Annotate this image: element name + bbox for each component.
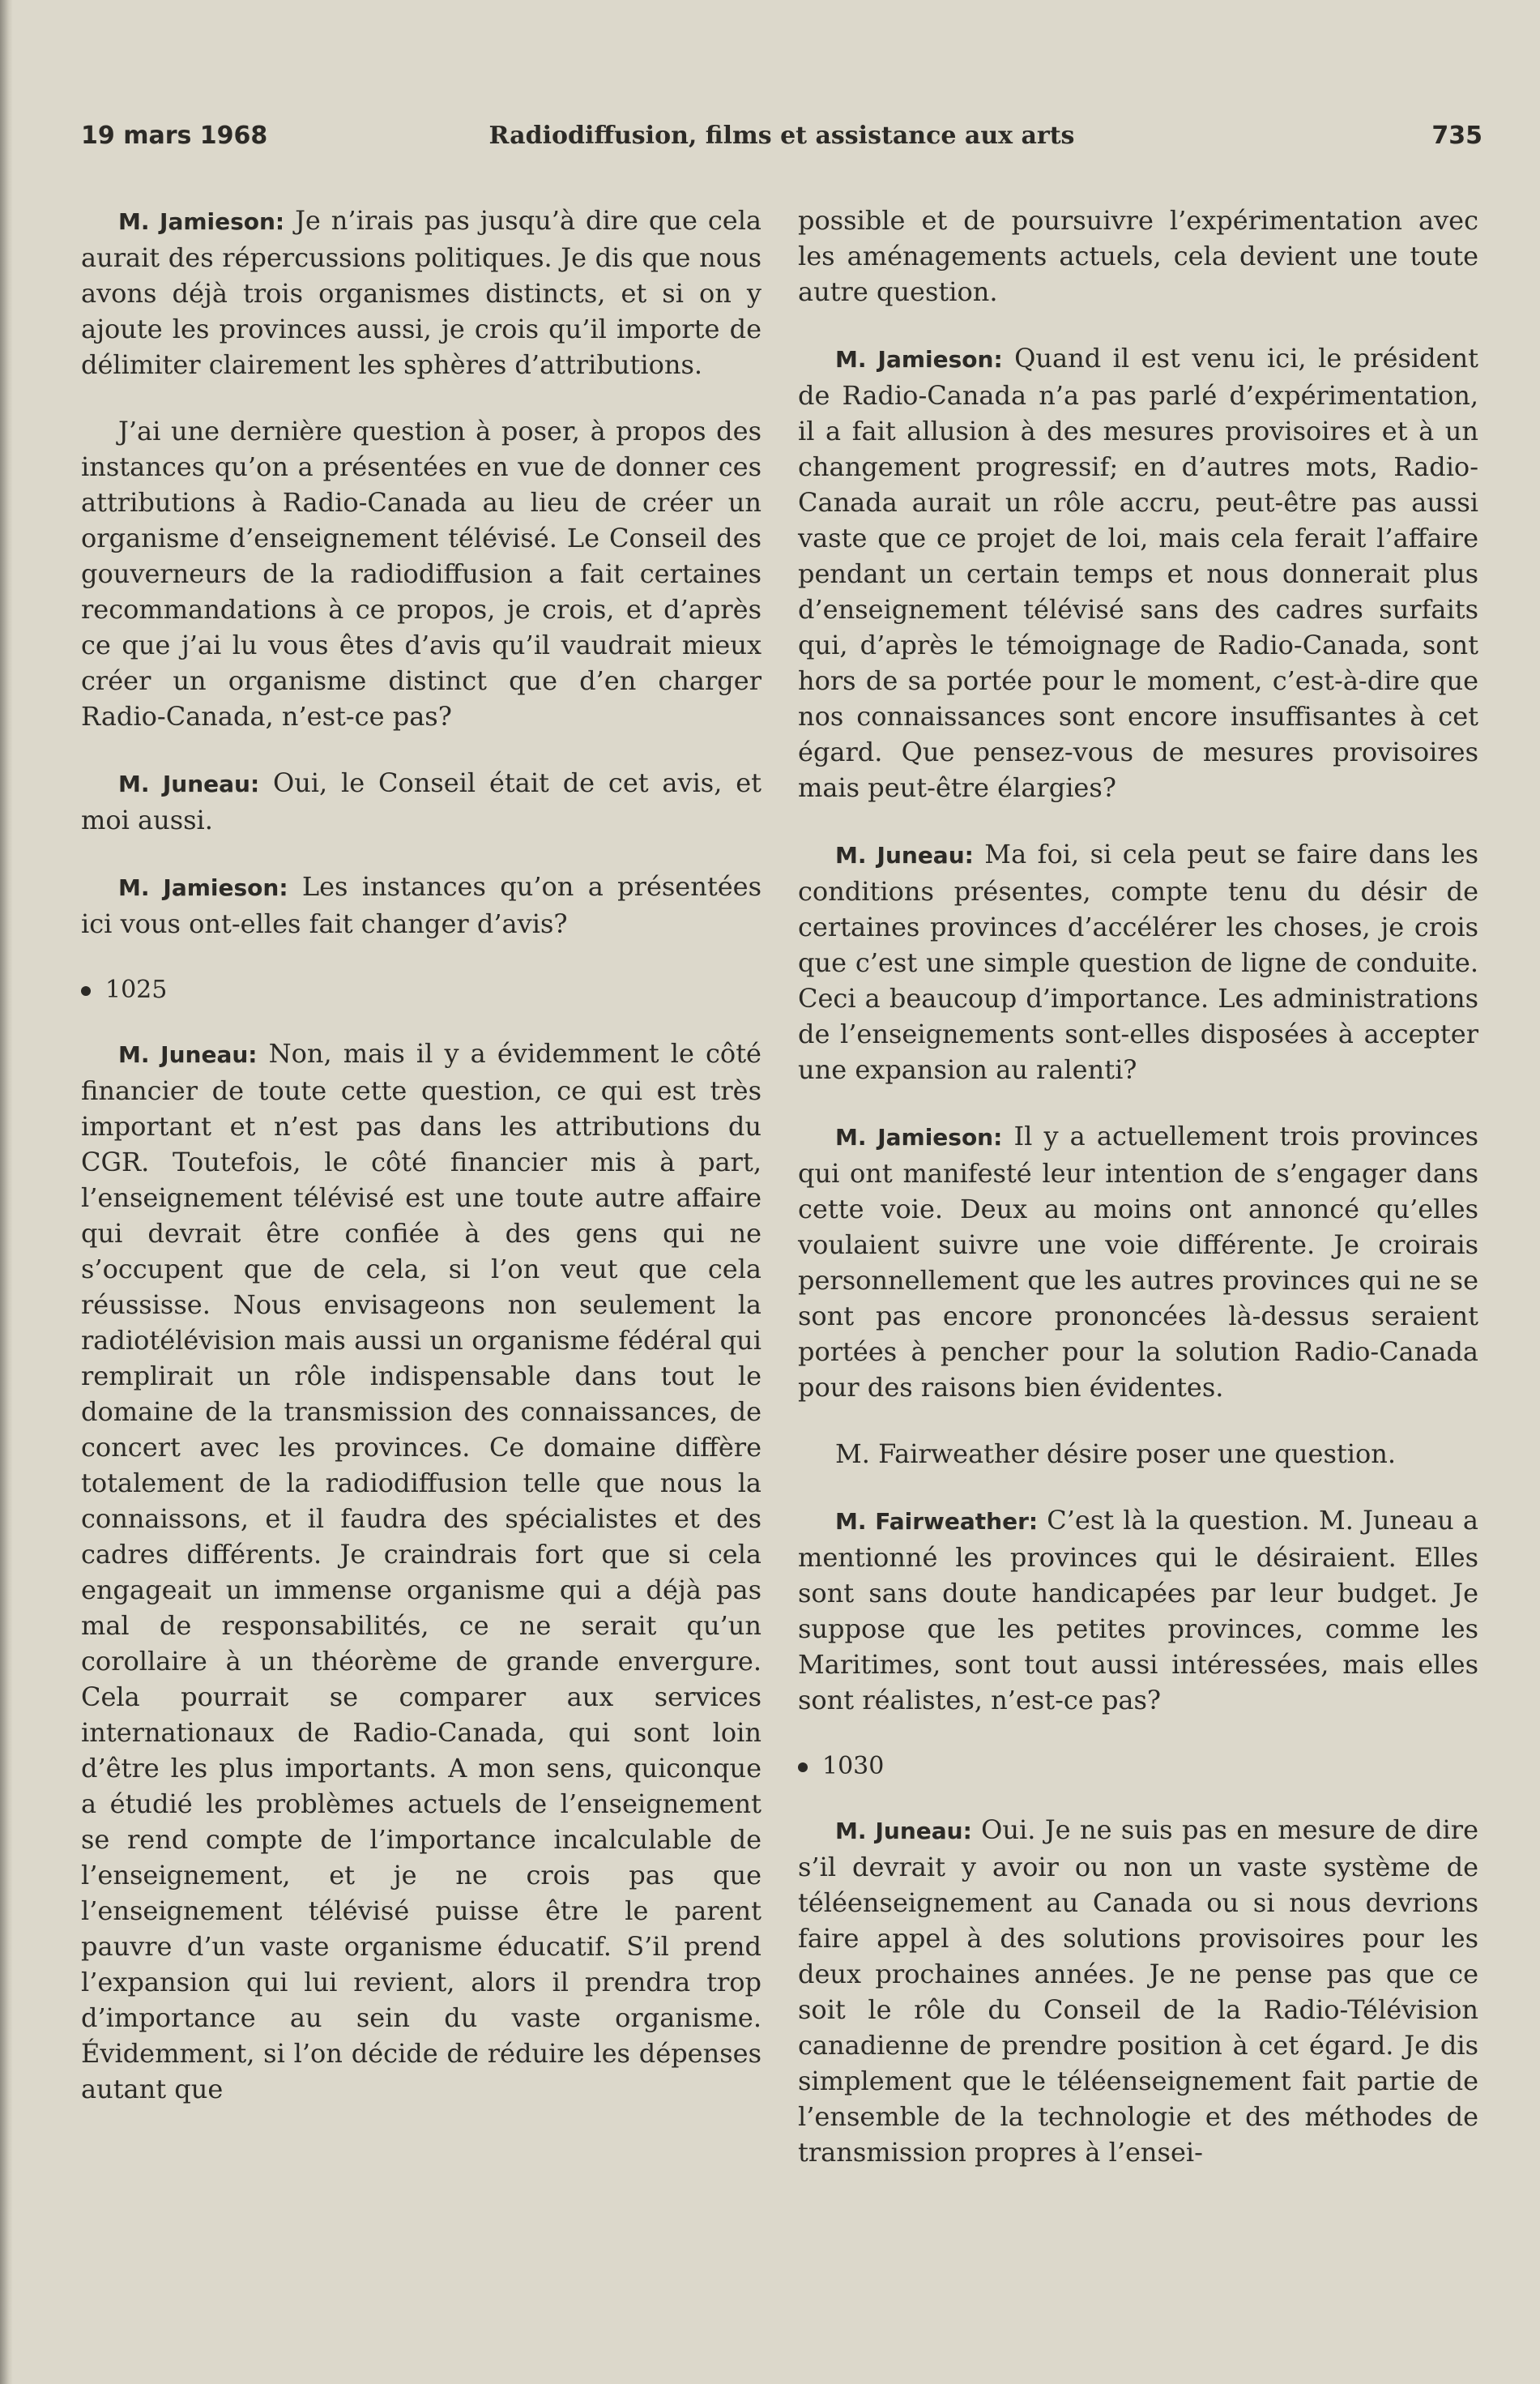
paragraph [798,1436,1478,1472]
paragraph-text: possible et de poursuivre l’expérimentation avec les aménagements actuels, cela devient une toute autre question. [798,205,1478,307]
paragraph [81,765,761,838]
paragraph-text: Je n’irais pas jusqu’à dire que cela aurait des répercussions politiques. Je dis que nous avons déjà trois organismes distincts, et si on y ajoute les provinces aussi, je crois qu’il importe de délimiter clairement les sphères d’attributions. [81,205,762,380]
paragraph [798,203,1478,310]
paragraph-text: Il y a actuellement trois provinces qui ont manifesté leur intention de s’engager dans cette voie. Deux au moins ont annoncé qu’elles voulaient suivre une voie différente. Je croirais personnellement que les autres provinces qui ne se sont pas encore prononcées là-dessus seraient portées à pencher pour la solution Radio-Canada pour des raisons bien évidentes. [798,1121,1479,1403]
paragraph [798,836,1478,1087]
paragraph [798,1502,1478,1718]
header-title: Radiodiffusion, films et assistance aux arts [488,122,1075,150]
speaker-name: M. Juneau: [835,842,974,869]
paragraph-text: Ma foi, si cela peut se faire dans les conditions présentes, compte tenu du désir de certaines provinces d’accélérer les choses, je crois que c’est une simple question de ligne de conduite. Ceci a beaucoup d’importance. Les administrations de l’enseignements sont-elles disposées à accepter une expansion au ralenti? [798,839,1478,1085]
time-marker [798,1749,1478,1784]
paragraph [798,1812,1478,2170]
paragraph [798,340,1478,805]
page-header [81,122,1482,170]
speaker-name: M. Juneau: [835,1818,972,1844]
header-date: 19 mars 1968 [81,122,268,150]
speaker-name: M. Juneau: [118,771,260,797]
paragraph-text: Oui. Je ne suis pas en mesure de dire s’il devrait y avoir ou non un vaste système de téléenseignement au Canada ou si nous devrions faire appel à des solutions provisoires pour les deux prochaines années. Je ne pense pas que ce soit le rôle du Conseil de la Radio-Télévision canadienne de prendre position à cet égard. Je dis simplement que le téléenseignement fait partie de l’ensemble de la technologie et des méthodes de transmission propres à l’ensei- [798,1814,1478,2168]
paragraph-text: M. Fairweather désire poser une question. [835,1438,1397,1469]
paragraph [81,413,761,734]
right-column [798,203,1478,2201]
paragraph [81,1036,761,2107]
paragraph-text: J’ai une dernière question à poser, à propos des instances qu’on a présentées en vue de donner ces attributions à Radio-Canada au lieu de créer un organisme d’enseignement télévisé. Le Conseil des gouverneurs de la radiodiffusion a fait certaines recommandations à ce propos, je crois, et d’après ce que j’ai lu vous êtes d’avis qu’il vaudrait mieux créer un organisme distinct que d’en charger Radio-Canada, n’est-ce pas? [81,416,761,732]
paragraph-text: Non, mais il y a évidemment le côté financier de toute cette question, ce qui est très important et n’est pas dans les attributions du CGR. Toutefois, le côté financier mis à part, l’enseignement télévisé est une toute autre affaire qui devrait être confiée à des gens qui ne s’occupent que de cela, si l’on veut que cela réussisse. Nous envisageons non seulement la radiotélévision mais aussi un organisme fédéral qui remplirait un rôle indispensable dans tout le domaine de la transmission des connaissances, de concert avec les provinces. Ce domaine diffère totalement de la radiodiffusion telle que nous la connaissons, et il faudra des spécialistes et des cadres différents. Je craindrais fort que si cela engageait un immense organisme qui a déjà pas mal de responsabilités, ce ne serait qu’un corollaire à un théorème de grande envergure. Cela pourrait se comparer aux services internationaux de Radio-Canada, qui sont loin d’être les plus importants. A mon sens, quiconque a étudié les problèmes actuels de l’enseignement se rend compte de l’importance incalculable de l’enseignement, et je ne crois pas que l’enseignement télévisé puisse être le parent pauvre d’un vaste organisme éducatif. S’il prend l’expansion qui lui revient, alors il prendra trop d’importance au sein du vaste organisme. Évidemment, si l’on décide de réduire les dépenses autant que [81,1038,761,2104]
speaker-name: M. Jamieson: [118,874,288,901]
time-marker-text: 1025 [105,976,168,1004]
paragraph [81,203,761,382]
speaker-name: M. Fairweather: [835,1508,1039,1535]
bullet-icon [81,986,91,996]
page-number: 735 [1431,122,1482,150]
time-marker-text: 1030 [822,1752,885,1780]
time-marker [81,972,761,1008]
bullet-icon [798,1762,808,1772]
speaker-name: M. Jamieson: [835,1124,1003,1151]
left-column [81,203,761,2138]
speaker-name: M. Juneau: [118,1041,258,1068]
paragraph [81,869,761,942]
paragraph-text: Quand il est venu ici, le président de Radio-Canada n’a pas parlé d’expérimentation, il a fait allusion à des mesures provisoires et à un changement progressif; en d’autres mots, Radio-Canada aurait un rôle accru, peut-être pas aussi vaste que ce projet de loi, mais cela ferait l’affaire pendant un certain temps et nous donnerait plus d’enseignement télévisé sans des cadres surfaits qui, d’après le témoignage de Radio-Canada, sont hors de sa portée pour le moment, c’est-à-dire que nos connaissances sont encore insuffisantes à cet égard. Que pensez-vous de mesures provisoires mais peut-être élargies? [798,343,1478,803]
speaker-name: M. Jamieson: [118,208,285,235]
paragraph-text: C’est là la question. M. Juneau a mentionné les provinces qui le désiraient. Elles sont sans doute handicapées par leur budget. Je suppose que les petites provinces, comme les Maritimes, sont tout aussi intéressées, mais elles sont réalistes, n’est-ce pas? [798,1505,1478,1715]
book-spine-shadow [0,0,13,2384]
paragraph-text: Les instances qu’on a présentées ici vous ont-elles fait changer d’avis? [81,871,762,939]
speaker-name: M. Jamieson: [835,346,1003,373]
paragraph-text: Oui, le Conseil était de cet avis, et moi aussi. [81,767,761,835]
paragraph [798,1118,1478,1405]
